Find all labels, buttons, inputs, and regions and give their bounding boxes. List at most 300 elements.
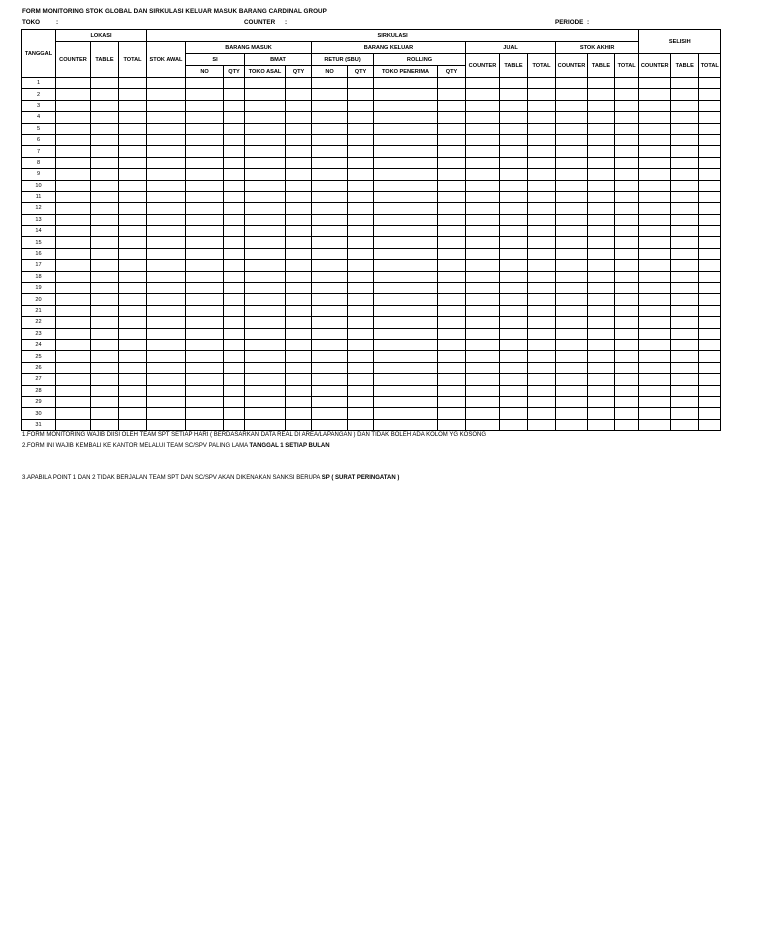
entry-cell[interactable] (348, 214, 374, 225)
entry-cell[interactable] (91, 317, 119, 328)
entry-cell[interactable] (639, 112, 671, 123)
entry-cell[interactable] (671, 419, 699, 430)
entry-cell[interactable] (528, 191, 556, 202)
entry-cell[interactable] (245, 294, 286, 305)
entry-cell[interactable] (374, 146, 438, 157)
entry-cell[interactable] (588, 294, 615, 305)
entry-cell[interactable] (438, 203, 466, 214)
entry-cell[interactable] (348, 351, 374, 362)
entry-cell[interactable] (119, 408, 147, 419)
entry-cell[interactable] (348, 260, 374, 271)
entry-cell[interactable] (556, 317, 588, 328)
entry-cell[interactable] (348, 226, 374, 237)
entry-cell[interactable] (245, 260, 286, 271)
entry-cell[interactable] (588, 408, 615, 419)
entry-cell[interactable] (374, 339, 438, 350)
entry-cell[interactable] (91, 248, 119, 259)
entry-cell[interactable] (699, 180, 721, 191)
entry-cell[interactable] (312, 419, 348, 430)
entry-cell[interactable] (119, 214, 147, 225)
entry-cell[interactable] (500, 112, 528, 123)
entry-cell[interactable] (224, 339, 245, 350)
entry-cell[interactable] (466, 283, 500, 294)
entry-cell[interactable] (286, 237, 312, 248)
entry-cell[interactable] (374, 362, 438, 373)
entry-cell[interactable] (500, 294, 528, 305)
entry-cell[interactable] (588, 123, 615, 134)
entry-cell[interactable] (245, 328, 286, 339)
entry-cell[interactable] (374, 271, 438, 282)
entry-cell[interactable] (119, 157, 147, 168)
entry-cell[interactable] (615, 396, 639, 407)
entry-cell[interactable] (312, 248, 348, 259)
entry-cell[interactable] (528, 283, 556, 294)
entry-cell[interactable] (374, 385, 438, 396)
entry-cell[interactable] (500, 317, 528, 328)
entry-cell[interactable] (671, 237, 699, 248)
entry-cell[interactable] (466, 385, 500, 396)
entry-cell[interactable] (374, 328, 438, 339)
entry-cell[interactable] (186, 180, 224, 191)
entry-cell[interactable] (147, 419, 186, 430)
entry-cell[interactable] (639, 100, 671, 111)
entry-cell[interactable] (615, 146, 639, 157)
entry-cell[interactable] (312, 203, 348, 214)
entry-cell[interactable] (348, 328, 374, 339)
entry-cell[interactable] (588, 328, 615, 339)
entry-cell[interactable] (119, 351, 147, 362)
entry-cell[interactable] (224, 351, 245, 362)
entry-cell[interactable] (699, 214, 721, 225)
entry-cell[interactable] (699, 408, 721, 419)
entry-cell[interactable] (312, 78, 348, 89)
entry-cell[interactable] (186, 305, 224, 316)
entry-cell[interactable] (588, 305, 615, 316)
entry-cell[interactable] (528, 112, 556, 123)
entry-cell[interactable] (286, 328, 312, 339)
entry-cell[interactable] (245, 134, 286, 145)
entry-cell[interactable] (119, 385, 147, 396)
entry-cell[interactable] (615, 283, 639, 294)
entry-cell[interactable] (639, 226, 671, 237)
entry-cell[interactable] (186, 283, 224, 294)
entry-cell[interactable] (671, 203, 699, 214)
entry-cell[interactable] (312, 134, 348, 145)
entry-cell[interactable] (245, 226, 286, 237)
entry-cell[interactable] (500, 374, 528, 385)
entry-cell[interactable] (528, 180, 556, 191)
entry-cell[interactable] (147, 271, 186, 282)
entry-cell[interactable] (500, 396, 528, 407)
entry-cell[interactable] (671, 271, 699, 282)
entry-cell[interactable] (147, 123, 186, 134)
entry-cell[interactable] (699, 260, 721, 271)
entry-cell[interactable] (147, 134, 186, 145)
entry-cell[interactable] (119, 78, 147, 89)
entry-cell[interactable] (438, 226, 466, 237)
entry-cell[interactable] (374, 351, 438, 362)
entry-cell[interactable] (500, 339, 528, 350)
entry-cell[interactable] (286, 385, 312, 396)
entry-cell[interactable] (615, 385, 639, 396)
entry-cell[interactable] (639, 248, 671, 259)
entry-cell[interactable] (671, 385, 699, 396)
entry-cell[interactable] (119, 328, 147, 339)
entry-cell[interactable] (438, 214, 466, 225)
entry-cell[interactable] (186, 112, 224, 123)
entry-cell[interactable] (699, 271, 721, 282)
entry-cell[interactable] (671, 180, 699, 191)
entry-cell[interactable] (528, 305, 556, 316)
entry-cell[interactable] (639, 339, 671, 350)
entry-cell[interactable] (466, 328, 500, 339)
entry-cell[interactable] (588, 134, 615, 145)
entry-cell[interactable] (119, 123, 147, 134)
entry-cell[interactable] (286, 248, 312, 259)
entry-cell[interactable] (312, 283, 348, 294)
entry-cell[interactable] (186, 374, 224, 385)
entry-cell[interactable] (245, 248, 286, 259)
entry-cell[interactable] (438, 374, 466, 385)
entry-cell[interactable] (466, 203, 500, 214)
entry-cell[interactable] (615, 408, 639, 419)
entry-cell[interactable] (556, 191, 588, 202)
entry-cell[interactable] (286, 78, 312, 89)
entry-cell[interactable] (147, 385, 186, 396)
entry-cell[interactable] (438, 328, 466, 339)
entry-cell[interactable] (224, 396, 245, 407)
entry-cell[interactable] (119, 305, 147, 316)
entry-cell[interactable] (500, 408, 528, 419)
entry-cell[interactable] (615, 89, 639, 100)
entry-cell[interactable] (245, 419, 286, 430)
entry-cell[interactable] (312, 271, 348, 282)
entry-cell[interactable] (615, 305, 639, 316)
entry-cell[interactable] (147, 408, 186, 419)
entry-cell[interactable] (186, 317, 224, 328)
entry-cell[interactable] (91, 78, 119, 89)
entry-cell[interactable] (615, 191, 639, 202)
entry-cell[interactable] (699, 203, 721, 214)
entry-cell[interactable] (186, 78, 224, 89)
entry-cell[interactable] (556, 362, 588, 373)
entry-cell[interactable] (556, 248, 588, 259)
entry-cell[interactable] (374, 203, 438, 214)
entry-cell[interactable] (286, 271, 312, 282)
entry-cell[interactable] (119, 283, 147, 294)
entry-cell[interactable] (500, 362, 528, 373)
entry-cell[interactable] (500, 328, 528, 339)
entry-cell[interactable] (556, 180, 588, 191)
entry-cell[interactable] (224, 157, 245, 168)
entry-cell[interactable] (588, 351, 615, 362)
entry-cell[interactable] (528, 419, 556, 430)
entry-cell[interactable] (528, 408, 556, 419)
entry-cell[interactable] (245, 89, 286, 100)
entry-cell[interactable] (671, 123, 699, 134)
entry-cell[interactable] (56, 408, 91, 419)
entry-cell[interactable] (699, 339, 721, 350)
entry-cell[interactable] (286, 157, 312, 168)
entry-cell[interactable] (312, 226, 348, 237)
entry-cell[interactable] (186, 419, 224, 430)
entry-cell[interactable] (147, 112, 186, 123)
entry-cell[interactable] (91, 112, 119, 123)
entry-cell[interactable] (56, 419, 91, 430)
entry-cell[interactable] (639, 305, 671, 316)
entry-cell[interactable] (374, 283, 438, 294)
entry-cell[interactable] (348, 146, 374, 157)
entry-cell[interactable] (556, 169, 588, 180)
entry-cell[interactable] (56, 271, 91, 282)
entry-cell[interactable] (186, 191, 224, 202)
entry-cell[interactable] (91, 374, 119, 385)
entry-cell[interactable] (671, 408, 699, 419)
entry-cell[interactable] (466, 362, 500, 373)
entry-cell[interactable] (186, 146, 224, 157)
entry-cell[interactable] (186, 408, 224, 419)
entry-cell[interactable] (556, 396, 588, 407)
entry-cell[interactable] (438, 294, 466, 305)
entry-cell[interactable] (639, 328, 671, 339)
entry-cell[interactable] (91, 385, 119, 396)
entry-cell[interactable] (556, 89, 588, 100)
entry-cell[interactable] (639, 134, 671, 145)
entry-cell[interactable] (556, 294, 588, 305)
entry-cell[interactable] (466, 396, 500, 407)
entry-cell[interactable] (224, 226, 245, 237)
entry-cell[interactable] (438, 362, 466, 373)
entry-cell[interactable] (119, 134, 147, 145)
entry-cell[interactable] (147, 89, 186, 100)
entry-cell[interactable] (556, 351, 588, 362)
entry-cell[interactable] (500, 78, 528, 89)
entry-cell[interactable] (312, 100, 348, 111)
entry-cell[interactable] (348, 123, 374, 134)
entry-cell[interactable] (671, 248, 699, 259)
entry-cell[interactable] (119, 112, 147, 123)
entry-cell[interactable] (374, 112, 438, 123)
entry-cell[interactable] (186, 351, 224, 362)
entry-cell[interactable] (639, 260, 671, 271)
entry-cell[interactable] (615, 294, 639, 305)
entry-cell[interactable] (500, 123, 528, 134)
entry-cell[interactable] (556, 146, 588, 157)
entry-cell[interactable] (466, 191, 500, 202)
entry-cell[interactable] (556, 100, 588, 111)
entry-cell[interactable] (615, 260, 639, 271)
entry-cell[interactable] (438, 134, 466, 145)
entry-cell[interactable] (438, 146, 466, 157)
entry-cell[interactable] (588, 112, 615, 123)
entry-cell[interactable] (186, 328, 224, 339)
entry-cell[interactable] (374, 214, 438, 225)
entry-cell[interactable] (245, 283, 286, 294)
entry-cell[interactable] (56, 237, 91, 248)
entry-cell[interactable] (119, 317, 147, 328)
entry-cell[interactable] (639, 169, 671, 180)
entry-cell[interactable] (615, 157, 639, 168)
entry-cell[interactable] (671, 339, 699, 350)
entry-cell[interactable] (245, 100, 286, 111)
entry-cell[interactable] (699, 317, 721, 328)
entry-cell[interactable] (245, 191, 286, 202)
entry-cell[interactable] (286, 260, 312, 271)
entry-cell[interactable] (639, 271, 671, 282)
entry-cell[interactable] (119, 271, 147, 282)
entry-cell[interactable] (286, 396, 312, 407)
entry-cell[interactable] (699, 157, 721, 168)
entry-cell[interactable] (348, 100, 374, 111)
entry-cell[interactable] (348, 248, 374, 259)
entry-cell[interactable] (528, 146, 556, 157)
entry-cell[interactable] (348, 180, 374, 191)
entry-cell[interactable] (147, 203, 186, 214)
entry-cell[interactable] (374, 134, 438, 145)
entry-cell[interactable] (500, 305, 528, 316)
entry-cell[interactable] (699, 146, 721, 157)
entry-cell[interactable] (245, 180, 286, 191)
entry-cell[interactable] (245, 123, 286, 134)
entry-cell[interactable] (588, 419, 615, 430)
entry-cell[interactable] (348, 191, 374, 202)
entry-cell[interactable] (374, 157, 438, 168)
entry-cell[interactable] (186, 248, 224, 259)
entry-cell[interactable] (699, 169, 721, 180)
entry-cell[interactable] (639, 396, 671, 407)
entry-cell[interactable] (186, 134, 224, 145)
entry-cell[interactable] (374, 169, 438, 180)
entry-cell[interactable] (348, 112, 374, 123)
entry-cell[interactable] (615, 226, 639, 237)
entry-cell[interactable] (119, 294, 147, 305)
entry-cell[interactable] (224, 260, 245, 271)
entry-cell[interactable] (91, 180, 119, 191)
entry-cell[interactable] (147, 374, 186, 385)
entry-cell[interactable] (671, 362, 699, 373)
entry-cell[interactable] (699, 123, 721, 134)
entry-cell[interactable] (500, 100, 528, 111)
entry-cell[interactable] (374, 419, 438, 430)
entry-cell[interactable] (556, 226, 588, 237)
entry-cell[interactable] (500, 214, 528, 225)
entry-cell[interactable] (699, 89, 721, 100)
entry-cell[interactable] (699, 78, 721, 89)
entry-cell[interactable] (312, 89, 348, 100)
entry-cell[interactable] (91, 100, 119, 111)
entry-cell[interactable] (588, 248, 615, 259)
entry-cell[interactable] (245, 169, 286, 180)
entry-cell[interactable] (671, 374, 699, 385)
entry-cell[interactable] (245, 78, 286, 89)
entry-cell[interactable] (615, 317, 639, 328)
entry-cell[interactable] (245, 237, 286, 248)
entry-cell[interactable] (671, 134, 699, 145)
entry-cell[interactable] (286, 351, 312, 362)
entry-cell[interactable] (91, 214, 119, 225)
entry-cell[interactable] (91, 362, 119, 373)
entry-cell[interactable] (615, 419, 639, 430)
entry-cell[interactable] (466, 78, 500, 89)
entry-cell[interactable] (699, 396, 721, 407)
entry-cell[interactable] (500, 203, 528, 214)
entry-cell[interactable] (500, 271, 528, 282)
entry-cell[interactable] (286, 305, 312, 316)
entry-cell[interactable] (438, 248, 466, 259)
entry-cell[interactable] (588, 339, 615, 350)
entry-cell[interactable] (438, 157, 466, 168)
entry-cell[interactable] (699, 191, 721, 202)
entry-cell[interactable] (56, 283, 91, 294)
entry-cell[interactable] (91, 305, 119, 316)
entry-cell[interactable] (312, 180, 348, 191)
entry-cell[interactable] (286, 180, 312, 191)
entry-cell[interactable] (374, 396, 438, 407)
entry-cell[interactable] (528, 260, 556, 271)
entry-cell[interactable] (500, 260, 528, 271)
entry-cell[interactable] (186, 271, 224, 282)
entry-cell[interactable] (119, 203, 147, 214)
entry-cell[interactable] (671, 283, 699, 294)
entry-cell[interactable] (147, 283, 186, 294)
entry-cell[interactable] (699, 237, 721, 248)
entry-cell[interactable] (312, 362, 348, 373)
entry-cell[interactable] (556, 237, 588, 248)
entry-cell[interactable] (245, 362, 286, 373)
entry-cell[interactable] (374, 374, 438, 385)
entry-cell[interactable] (466, 294, 500, 305)
entry-cell[interactable] (615, 328, 639, 339)
entry-cell[interactable] (56, 203, 91, 214)
entry-cell[interactable] (91, 260, 119, 271)
entry-cell[interactable] (312, 317, 348, 328)
entry-cell[interactable] (528, 226, 556, 237)
entry-cell[interactable] (374, 78, 438, 89)
entry-cell[interactable] (500, 237, 528, 248)
entry-cell[interactable] (91, 169, 119, 180)
entry-cell[interactable] (671, 89, 699, 100)
entry-cell[interactable] (528, 169, 556, 180)
entry-cell[interactable] (639, 283, 671, 294)
entry-cell[interactable] (671, 260, 699, 271)
entry-cell[interactable] (186, 396, 224, 407)
entry-cell[interactable] (374, 123, 438, 134)
entry-cell[interactable] (56, 305, 91, 316)
entry-cell[interactable] (224, 305, 245, 316)
entry-cell[interactable] (615, 78, 639, 89)
entry-cell[interactable] (147, 237, 186, 248)
entry-cell[interactable] (91, 226, 119, 237)
entry-cell[interactable] (56, 169, 91, 180)
entry-cell[interactable] (186, 339, 224, 350)
entry-cell[interactable] (245, 374, 286, 385)
entry-cell[interactable] (438, 408, 466, 419)
entry-cell[interactable] (639, 214, 671, 225)
entry-cell[interactable] (588, 385, 615, 396)
entry-cell[interactable] (699, 362, 721, 373)
entry-cell[interactable] (556, 134, 588, 145)
entry-cell[interactable] (91, 89, 119, 100)
entry-cell[interactable] (639, 191, 671, 202)
entry-cell[interactable] (528, 271, 556, 282)
entry-cell[interactable] (374, 191, 438, 202)
entry-cell[interactable] (588, 362, 615, 373)
entry-cell[interactable] (556, 214, 588, 225)
entry-cell[interactable] (639, 180, 671, 191)
entry-cell[interactable] (528, 385, 556, 396)
entry-cell[interactable] (639, 78, 671, 89)
entry-cell[interactable] (119, 374, 147, 385)
